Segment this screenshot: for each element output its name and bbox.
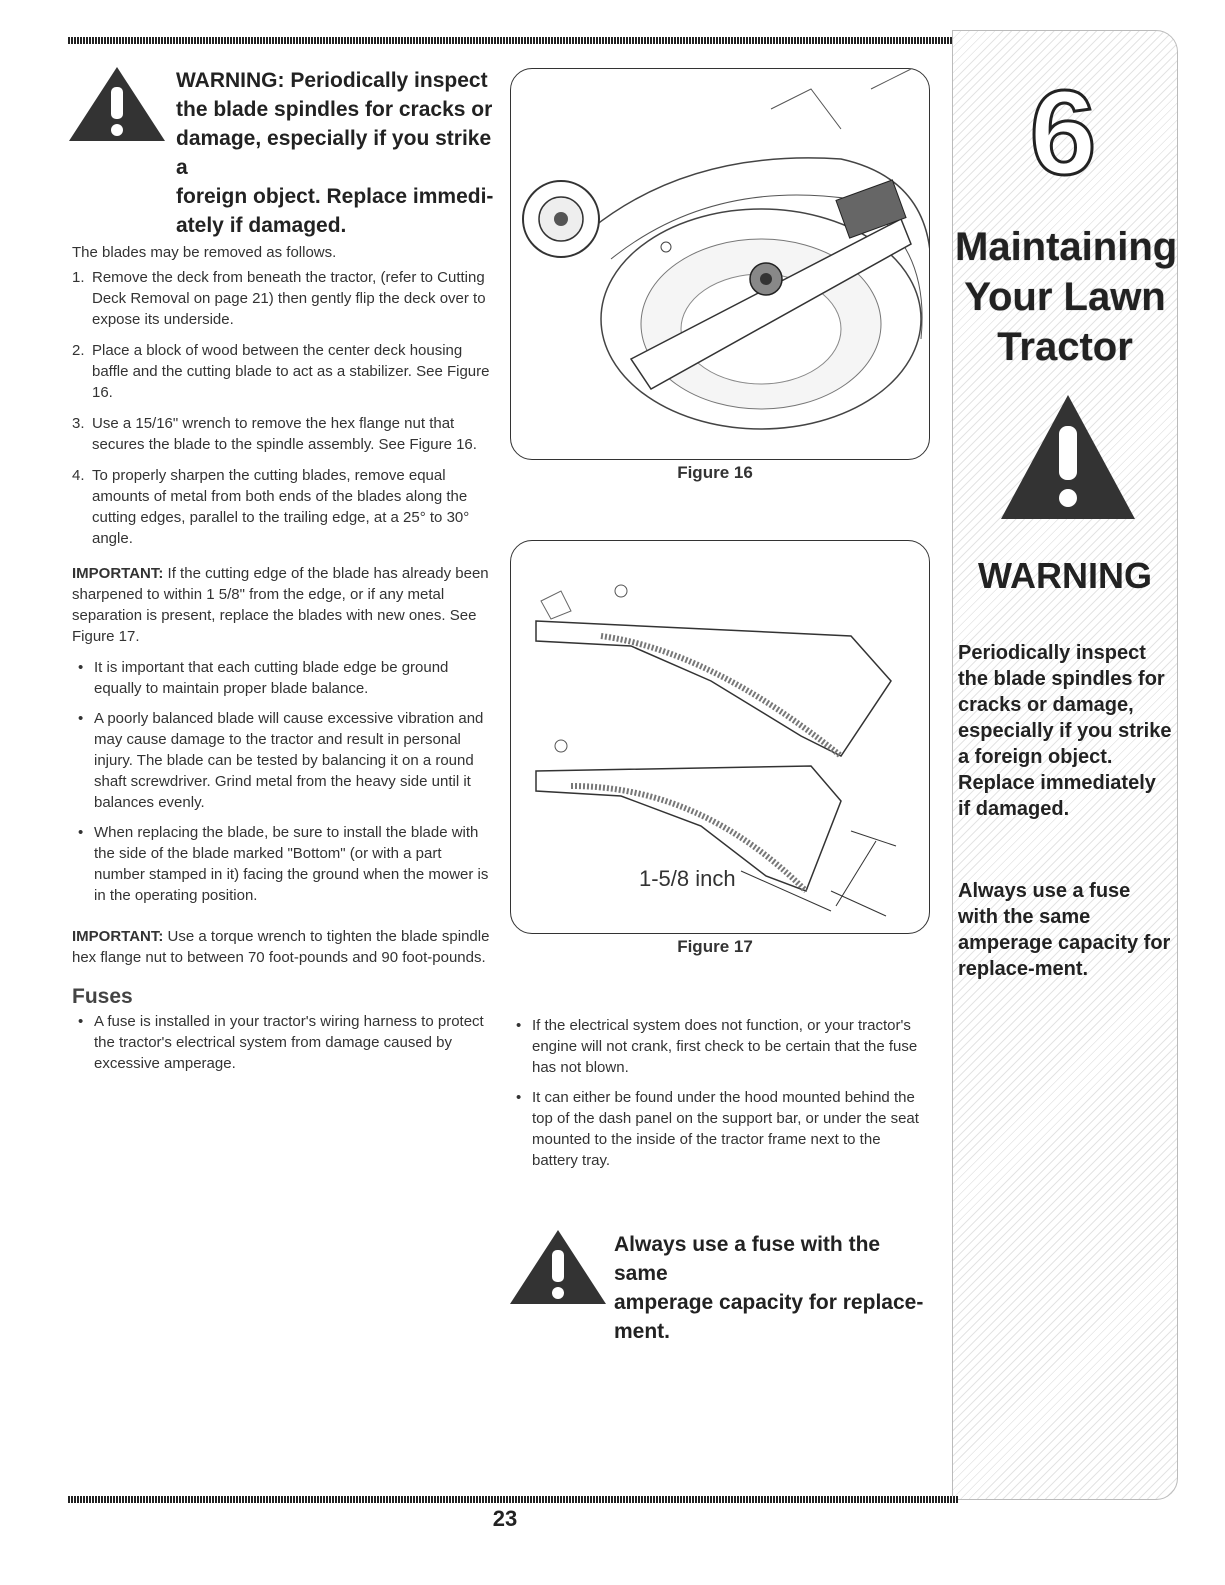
important-note-2: IMPORTANT: Use a torque wrench to tighten the blade spindle hex flange nut to between 70 foot-pounds and 90 foot-pounds. (72, 928, 490, 966)
warning-line: damage, especially if you strike a (176, 127, 492, 179)
warning-line: amperage capacity for replace- (614, 1291, 924, 1314)
page-number: 23 (492, 1506, 518, 1531)
chapter-number: 6 (1029, 78, 1097, 188)
warning-line: WARNING: Periodically inspect (176, 69, 488, 92)
chapter-title-line: Your Lawn (964, 275, 1166, 319)
sidebar-warning-label: WARNING (978, 555, 1152, 596)
step-item: 1. Remove the deck from beneath the tractor, (refer to Cutting Deck Removal on page 21) then gently flip the deck over to expose its underside. (72, 269, 486, 328)
warning-line: the blade spindles for cracks or (176, 98, 493, 121)
warning-triangle-icon (67, 65, 167, 143)
fuse-bullets-continued (510, 1015, 930, 1171)
intro-text: The blades may be removed as follows. (72, 244, 337, 261)
warning-line: ment. (614, 1320, 671, 1343)
list-item: • If the electrical system does not function, or your tractor's engine will not crank, first check to be certain that the fuse has not blown. (510, 1015, 930, 1078)
step-item: 2. Place a block of wood between the center deck housing baffle and the cutting blade to act as a stabilizer. See Figure 16. (72, 342, 490, 401)
steps-list (72, 267, 490, 549)
step-item: 4. To properly sharpen the cutting blades, remove equal amounts of metal from both ends of the blades along the cutting edges, parallel to the trailing edge, at a 25° to 30° angle. (72, 467, 470, 547)
chapter-title (955, 222, 1178, 372)
chapter-title-line: Tractor (997, 325, 1133, 369)
deck-underside-illustration (511, 69, 929, 459)
top-warning (176, 66, 506, 240)
top-rule (68, 37, 958, 44)
warning-triangle-icon (508, 1228, 608, 1306)
figure-17-measurement-label: 1-5/8 inch (639, 866, 736, 891)
list-item: • It can either be found under the hood mounted behind the top of the dash panel on the support bar, or under the seat mounted to the inside of the tractor frame next to the battery tray. (510, 1087, 930, 1171)
figure-17-image (510, 540, 930, 934)
fuses-heading: Fuses (72, 985, 133, 1008)
bottom-rule (68, 1496, 958, 1503)
figure-16-caption: Figure 16 (677, 463, 753, 482)
chapter-title-line: Maintaining (955, 225, 1178, 269)
bottom-warning (614, 1230, 934, 1346)
warning-line: Always use a fuse with the same (614, 1233, 881, 1285)
figure-17-caption: Figure 17 (677, 937, 753, 956)
list-item: • A fuse is installed in your tractor's wiring harness to protect the tractor's electrical system from damage caused by excessive amperage. (72, 1011, 490, 1074)
list-item: • When replacing the blade, be sure to install the blade with the side of the blade marked "Bottom" (or with a part number stamped in it) facing the ground when the mower is in the operating position. (72, 822, 490, 906)
list-item: • It is important that each cutting blade edge be ground equally to maintain proper blade balance. (72, 657, 490, 699)
important-note-1: IMPORTANT: If the cutting edge of the blade has already been sharpened to within 1 5/8" from the edge, or if any metal separation is present, replace the blades with new ones. See Figure 17. (72, 565, 489, 645)
step-item: 3. Use a 15/16" wrench to remove the hex flange nut that secures the blade to the spindle assembly. See Figure 16. (72, 415, 477, 453)
list-item: • A poorly balanced blade will cause excessive vibration and may cause damage to the tractor and result in personal injury. The blade can be tested by balancing it on a round shaft screwdriver. Grind metal from the heavy side until it balances evenly. (72, 708, 490, 813)
figure-16-image (510, 68, 930, 460)
sidebar-warning-text-1: Periodically inspect the blade spindles for cracks or damage, especially if you strike a foreign object. Replace immediately if damaged. (958, 642, 1172, 820)
right-column (510, 1015, 930, 1183)
warning-line: ately if damaged. (176, 214, 347, 237)
chapter-number-badge (1008, 78, 1118, 188)
left-column (72, 242, 490, 1086)
blade-bullets (72, 657, 490, 906)
warning-triangle-icon (998, 392, 1138, 522)
warning-line: foreign object. Replace immedi- (176, 185, 494, 208)
sidebar-warning-text-2: Always use a fuse with the same amperage capacity for replace-ment. (958, 880, 1171, 980)
fuses-bullets (72, 1011, 490, 1074)
